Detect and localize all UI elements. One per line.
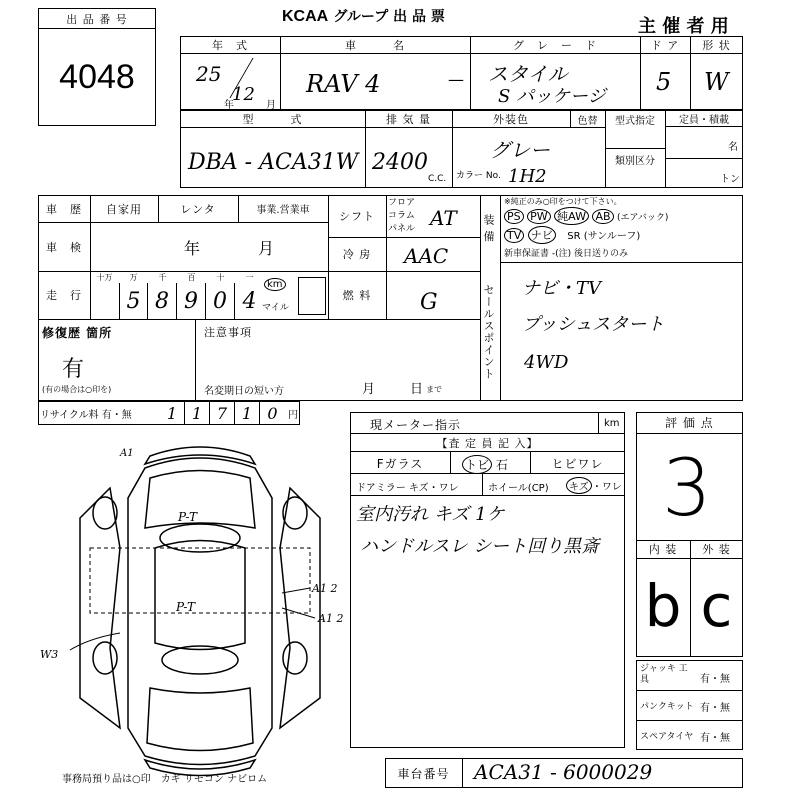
recycle-digit: 0	[267, 403, 278, 423]
mileage-digit: 5	[119, 283, 148, 319]
name-label: 車 名	[345, 39, 405, 52]
history-business: 事業.営業車	[256, 205, 310, 216]
inspection-year-unit: 年	[184, 239, 202, 258]
door-value: 5	[656, 68, 672, 96]
diagram-mark-w3: W3	[40, 648, 59, 661]
recycle-digit: 1	[185, 401, 210, 425]
name-change-label: 名変期日の短い方	[204, 386, 284, 397]
fuel-value: G	[420, 290, 438, 315]
month-value: 12	[232, 84, 255, 105]
w3-mark-line	[70, 633, 120, 650]
inspector-header: 【査 定 員 記 入】	[350, 434, 625, 452]
recycle-label: リサイクル料 有・無	[40, 410, 132, 421]
car-roof	[155, 541, 245, 650]
car-name-dash: —	[448, 70, 464, 89]
inspector-note-1: 室内汚れ キズ 1ケ	[356, 504, 505, 525]
puncture-yes-no: 有・無	[700, 703, 730, 714]
mirror-label: ドアミラー キズ・ワレ	[356, 483, 459, 494]
office-note: 事務局預り品は○印 カギ リモコン ナビロム	[62, 774, 268, 785]
month-unit: 月	[266, 100, 276, 111]
sales-point-1: ナビ・TV	[522, 278, 602, 299]
displacement-label: 排 気 量	[386, 113, 431, 126]
chassis-label: 車台番号	[397, 766, 450, 781]
lot-label: 出 品 番 号	[39, 9, 155, 29]
notes-label: 注意事項	[204, 326, 252, 339]
car-trunk	[147, 688, 253, 751]
grade-value-1: スタイル	[488, 62, 568, 86]
chassis-value: ACA31 - 6000029	[474, 760, 653, 784]
wheel-options: キズ ・ワレ	[566, 477, 622, 494]
displacement-value: 2400	[372, 150, 428, 175]
rating-label: 評 価 点	[636, 412, 743, 434]
equipment-line1	[504, 207, 668, 225]
mileage-label: 走 行	[46, 289, 82, 302]
wheel-front-right	[283, 497, 307, 529]
diagram-mark-pt-mid: P-T	[176, 600, 196, 614]
car-body-outline	[128, 458, 272, 765]
wheel-front-left	[93, 497, 117, 529]
name-change-day: 日	[410, 382, 425, 397]
recycle-digit: 1	[235, 401, 260, 425]
mileage-units: 十万 万 千 百 十 一	[96, 272, 254, 282]
lot-box	[38, 8, 156, 126]
sales-point-2: プッシュスタート	[522, 314, 665, 335]
year-unit: 年	[224, 100, 234, 111]
equip-aw: 純AW	[554, 207, 589, 225]
type-spec-label: 型式指定	[615, 115, 655, 127]
interior-value: b	[644, 572, 682, 640]
equip-tv: TV	[504, 228, 524, 243]
name-change-month: 月	[362, 382, 377, 397]
form-title	[282, 6, 445, 26]
spare-yes-no: 有・無	[700, 733, 730, 744]
rating-value: 3	[662, 444, 712, 534]
equip-sunroof: SR (サンルーフ)	[567, 231, 641, 242]
equip-navi: ナビ	[528, 226, 556, 244]
shift-value: AT	[430, 206, 457, 230]
exterior-value: c	[700, 572, 733, 640]
wheel-rear-right	[283, 642, 307, 674]
lot-number: 4048	[59, 57, 135, 96]
equipment-instruction: ※純正のみ○印をつけて下さい。	[504, 197, 622, 206]
shape-value: W	[704, 68, 729, 96]
class-label: 類別区分	[615, 155, 655, 167]
color-label: 外装色	[493, 113, 529, 126]
sales-points-label: セールスポイント	[482, 283, 495, 380]
equipment-label: 装 備	[482, 214, 495, 243]
wheel-label: ホイール(CP)	[488, 483, 549, 494]
repair-note: (有の場合は○印を)	[42, 385, 112, 394]
recycle-digit: 7	[210, 401, 235, 425]
meter-label: 現メーター指示	[370, 418, 462, 432]
ac-label: 冷 房	[342, 248, 372, 261]
equip-ps: PS	[504, 209, 524, 224]
history-private: 自家用	[106, 202, 142, 216]
recycle-digit: 1	[160, 401, 185, 425]
jack-yes-no: 有・無	[700, 674, 730, 685]
mileage-digit: 4	[242, 288, 257, 314]
sales-point-3: 4WD	[524, 352, 569, 373]
fuel-label: 燃 料	[342, 289, 372, 302]
exterior-label: 外 装	[702, 543, 731, 556]
diagram-mark-a12-lower: A1 2	[318, 612, 344, 625]
equipment-line3: 新車保証書 -(注) 後日送りのみ	[504, 249, 628, 259]
meter-unit: km	[604, 418, 620, 429]
repair-value: 有	[62, 357, 85, 382]
door-label: ド ア	[650, 39, 680, 52]
jack-label: ジャッキ 工 具	[640, 664, 688, 685]
history-label: 車 歴	[46, 202, 82, 216]
color-value: グレー	[490, 138, 550, 162]
copy-label: 主 催 者 用	[638, 16, 729, 37]
recycle-unit: 円	[288, 410, 298, 421]
spare-label: スペアタイヤ	[640, 732, 694, 742]
interior-label: 内 装	[648, 543, 678, 556]
equip-pw: PW	[527, 209, 551, 224]
wheel-rear-left	[93, 642, 117, 674]
equipment-line2	[504, 226, 640, 244]
mile-label: マイル	[262, 303, 289, 313]
repair-label: 修復歴 箇所	[42, 326, 113, 340]
title-text: グループ 出 品 票	[333, 9, 445, 25]
glass-label: Fガラス	[376, 456, 424, 471]
recycle-digits	[160, 401, 286, 425]
glass-crack: ヒビワレ	[551, 456, 604, 471]
grade-value-2: S パッケージ	[498, 86, 606, 107]
mileage-digit: 0	[206, 283, 235, 319]
color-no-value: 1H2	[508, 166, 547, 187]
car-diagram	[50, 438, 350, 778]
capacity-unit-tons: トン	[720, 174, 740, 185]
ac-value: AAC	[404, 244, 449, 268]
capacity-unit-persons: 名	[728, 142, 738, 153]
diagram-mark-pt-top: P-T	[178, 510, 198, 524]
equip-airbag: (エアバック)	[617, 213, 669, 223]
brand-logo: KCAA	[282, 8, 329, 25]
front-bumper	[145, 447, 255, 464]
year-label: 年 式	[212, 39, 248, 52]
mileage-digits	[90, 283, 264, 319]
year-value: 25	[196, 62, 222, 86]
damage-dashed-area	[90, 548, 310, 613]
shift-label: シフト	[339, 210, 375, 223]
km-label: km	[264, 278, 286, 291]
car-hood	[145, 471, 255, 529]
shape-label: 形 状	[702, 39, 731, 52]
inspection-month-unit: 月	[258, 239, 276, 258]
puncture-label: パンクキット	[640, 702, 694, 712]
model-label: 型 式	[242, 113, 303, 126]
inspector-note-2: ハンドルスレ シート回り黒斎	[360, 536, 600, 557]
car-windshield	[160, 524, 240, 552]
grade-label: グ レ ー ド	[513, 39, 597, 52]
mileage-digit: 8	[148, 283, 177, 319]
displacement-unit: C.C.	[428, 174, 447, 184]
name-change-until: まで	[426, 385, 442, 394]
color-no-label: カラー No.	[456, 171, 501, 181]
color-change-label: 色替	[577, 115, 598, 127]
car-name-value: RAV 4	[306, 70, 381, 98]
equip-ab: AB	[592, 209, 613, 224]
shift-options: フロア コラム パネル	[388, 198, 416, 234]
model-value: DBA - ACA31W	[188, 150, 359, 175]
capacity-label: 定員・積載	[679, 114, 729, 126]
inspection-label: 車 検	[46, 240, 82, 254]
glass-options: トビ 石	[462, 455, 508, 474]
mileage-digit: 9	[177, 283, 206, 319]
history-rental: レンタ	[180, 202, 216, 216]
diagram-mark-a1: A1	[120, 448, 134, 459]
diagram-mark-a12-upper: A1 2	[312, 582, 338, 595]
